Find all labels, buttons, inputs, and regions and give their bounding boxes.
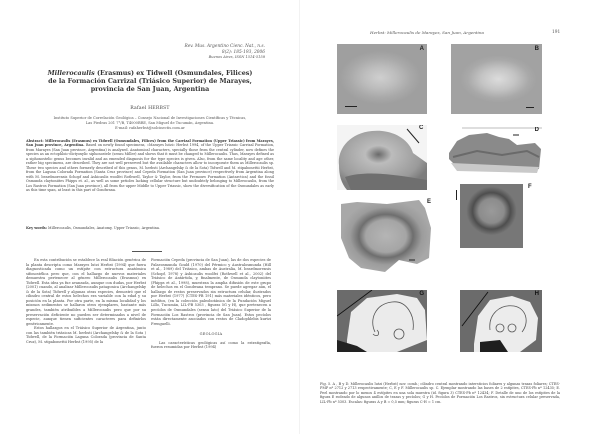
figure-panel-c [337, 125, 427, 190]
body-column-1 [26, 258, 146, 344]
figure-label-a: A [419, 46, 424, 52]
scale-bar [345, 106, 357, 107]
title-genus: Millerocaulis [47, 69, 95, 77]
figure-label-d: D [534, 127, 539, 133]
author-affiliation [25, 116, 275, 130]
abstract-title: Abstract: Millerocaulis (Erasmus) ex Tidwell (Osmundales, Filices) from the Carrizal Formation (Upper Triassic) from Marayes, San Juan province, Argentina. [26, 139, 274, 148]
running-head: Herbst: Millerocaulis de Marayes, San Juan, Argentina [370, 30, 484, 35]
journal-citation [184, 44, 265, 61]
section-divider [132, 251, 162, 252]
scale-bar [456, 190, 457, 200]
scale-bar [526, 107, 534, 108]
figure-panel-b [451, 44, 542, 114]
figure-panel-a [337, 44, 427, 114]
keywords-label: Key words: [26, 226, 47, 230]
figure-label-e: E [427, 199, 432, 205]
figure-panel-e [337, 198, 437, 273]
specimen-e-image [337, 198, 437, 273]
figure-label-c: C [419, 125, 424, 131]
specimen-c-image [337, 125, 427, 190]
figure-panel-d [447, 127, 542, 175]
article-title [30, 69, 270, 94]
figure-label-f: F [528, 184, 532, 190]
figure-panel-h [460, 290, 542, 352]
specimen-g-image [337, 290, 427, 352]
figure-caption: Fig. 5. A , B y D. Millerocaulis lutzi (Herbst) nov. comb.; cilindro central mostrando intersticios foliares y algunas trazas foliares; CTES-PMP nº 2712 y 2713 respectivamente; C, E y F. Millerocaulis sp. C. Ejemplar mostrando las bases de 2 estípites, CTES-Pb nº 12435; E. Peel mostrando por lo menos 4 estípites en una sola muestra (id. figura 3) CTES-Pb nº 12434; F. Detalle de uno de los estípites de la figura E rodeado de algunos anillos de trazas y pecíolos; G y H. Pecíolos de Formación Los Rastros, sin estructura celular preservada, LIL-Pb nº 5303. Escalas: figuras A y B = 0,5 mm; figuras C-H = 1 cm. [320, 382, 560, 404]
affiliation-email: E-mail: rafaherbst@solcinectis.com.ar [115, 125, 185, 130]
body-paragraph: En esta contribución se establece la real filiación genérica de la planta descripta como Marayes lutzi Herbst (1994) que fuera diagnosticada como un estípite con estructura anatómica sifonostélica pero que, con el hallazgo de nuevos materiales demuestra pertenecer al género Millerocaulis (Erasmus) ex Tidwell. Esta idea ya fue avanzada, aunque con dudas, por Herbst (2001) cuando, al analizar Millerocaulis patagonica (Archangelsky & de la Sota) Tidwell y algunas otras especies, demostró que el cilindro central de estos helechos era variable con la edad y su posición en la planta. Por otra parte, en la misma localidad y los mismos sedimentos se hallaron otros ejemplares, bastante más grandes, también atribuibles a Millerocaulis pero que por su preservación deficiente no pueden ser determinados a nivel de especie, aunque tienen suficientes caracteres para definirlos genéricamente. [26, 258, 146, 326]
body-column-2 [151, 258, 271, 350]
page-number: 191 [552, 30, 561, 35]
body-paragraph: Formación Cepeda (provincia de San Juan), las de dos especies de Palaeosmunda Gould (1970) del Pérmico y Australosmunda (Hill et al., 1989) del Triásico, ambas de Australia, M. beardmorensis (Schopf, 1978) y Ashicaulis woolfei (Rothwell et al., 2002) del Triásico de Antártida, y, finalmente, de Osmunda claytoniites (Phipps et al., 1998), muestran la amplia difusión de este grupo de helechos en el Gondwana temprano. Se puede agregar aún, el hallazgo de restos preservados sin estructura celular, ilustrados por Herbst (1977) (CTES-PB 191) más materiales idénticos, pero inéditos, (en la colección paleobotánica de la Fundación Miguel Lillo, Tucumán, LIL-PB 5303 , figuras 5G y H), que pertenecen a pecíolos de Osmundales (sensu lato) del Triásico Superior de la Formación Los Rastros (provincia de San Juan). Estos pecíolos están directamente asociados con restos de Cladophlebis kurtzi Frenguelli. [151, 258, 271, 326]
specimen-h-image [460, 290, 542, 352]
title-line-3: provincia de San Juan, Argentina [90, 85, 210, 94]
title-line-2: de la Formación Carrizal (Triásico Superior) de Marayes, [48, 77, 252, 86]
figure-label-b: B [534, 46, 539, 52]
author-name: Rafael HERBST [130, 106, 170, 111]
section-heading: GEOLOGIA [199, 332, 223, 337]
affiliation-line-2: Las Piedras 201 7°/B, T4000BRE, San Miguel de Tucumán, Argentina. [85, 120, 215, 125]
body-paragraph: Estos hallazgos en el Triásico Superior de Argentina, junto con las también triásicas M. herbsti (Archangelsky & de la Sota ) Tidwell, de la Formación Laguna Colorada (provincia de Santa Cruz), M. stipabonettii Herbst (1995) de la [26, 326, 146, 344]
keywords [26, 226, 274, 230]
body-paragraph: Las características geológicas así como la estratigrafía, fueron resumidas por Herbst (1994) [151, 340, 271, 350]
figure-label-g: G [419, 291, 424, 297]
figure-label-h: H [534, 291, 539, 297]
affiliation-line-1: Instituto Superior de Correlación Geológica – Consejo Nacional de Investigaciones Científicas y Técnicas, [53, 116, 247, 120]
title-line-1: (Erasmus) ex Tidwell (Osmundales, Filices) [94, 69, 253, 77]
journal-line-2: 8(2): 185-193, 2006 [221, 49, 265, 55]
specimen-d-image [447, 127, 542, 175]
journal-line-3: Buenos Aires, ISSN 1514-5158 [208, 55, 265, 60]
figure-panel-f [460, 184, 523, 248]
figure-panel-g [337, 290, 427, 352]
abstract-body: Based on newly found specimens, «Marayes lutzi» Herbst 1994, of the Upper Triassic Carrizal Formation, from Marayes (San Juan province, Argentina) is analyzed. Anatomical characters, specially those from the central cylinder, now defines the species as an ectophloic-dictyoxylic siphonostele (sensu Miller) and shows that it must be changed to Millerocaulis. Thus, Marayes defined as a siphonostelic genus becomes invalid and an emended diagnosis for the type species is given. Also, from the same locality and age other, rather big specimens, are described. They are not well preserved but the available characters allow to incorporate them as Millerocaulis sp. These two species and others formerly described of this genus, M. herbsti (Archangelsky & de la Sota) Tidwell and M. stipabonettii Herbst, from the Laguna Colorada Formation (Santa Cruz province) and Cepeda Formation (San Juan province) respectively from Argentina along with M. beardmorensis Schopf and Ashicaulis woolfei Rothwell, Taylor & Taylor, from the Fremouw Formation (Antarctica) and the fossil Osmunda claytoniites Phipps et. al., as well as some petioles lacking cellular structure but undoubtely belonging to Millerocaulis, from the Los Rastros Formation (San Juan province), all from the upper Middle to Upper Triassic, show the diversification of the Osmundales as early as this time span, at least in this part of Gondwana. [26, 143, 275, 192]
abstract [26, 139, 274, 192]
keywords-value: Millerocaulis, Osmundales, Anatomy, Upper Triassic, Argentina. [46, 226, 160, 230]
journal-line-1: Rev. Mus. Argentino Cienc. Nat., n.s. [184, 44, 265, 49]
right-page [300, 0, 600, 434]
